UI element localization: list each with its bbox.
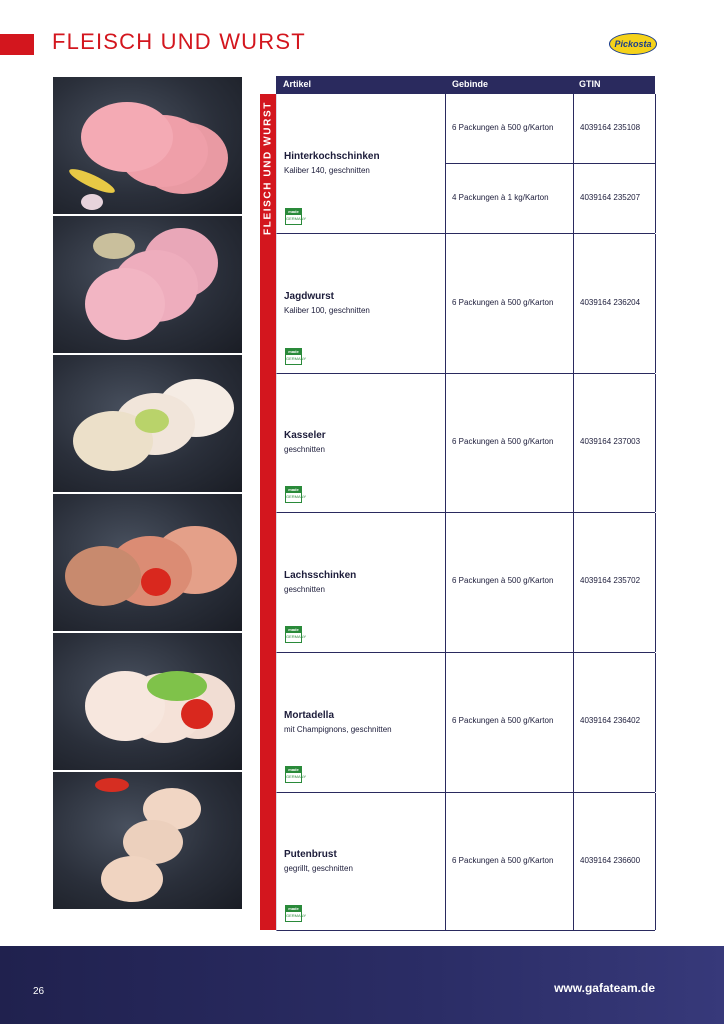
made-in-germany-badge bbox=[285, 348, 307, 365]
badge-line1: made bbox=[286, 906, 301, 912]
photo-lachsschinken bbox=[53, 494, 242, 631]
pepper bbox=[67, 165, 117, 197]
table-header bbox=[276, 76, 655, 94]
page-title: FLEISCH UND WURST bbox=[52, 29, 306, 54]
gebinde-text: 6 Packungen à 500 g/Karton bbox=[452, 716, 554, 725]
gebinde-cell bbox=[446, 234, 574, 373]
chili bbox=[95, 778, 129, 792]
product-name: Mortadella bbox=[284, 710, 335, 721]
artikel-cell bbox=[277, 793, 446, 930]
artikel-cell bbox=[277, 513, 446, 652]
gtin-cell bbox=[574, 793, 656, 930]
column-header-gebinde: Gebinde bbox=[452, 79, 489, 89]
badge-line1: made bbox=[286, 349, 301, 355]
gtin-text: 4039164 236402 bbox=[580, 716, 641, 725]
gtin-cell bbox=[574, 653, 656, 792]
product-description: gegrillt, geschnitten bbox=[284, 864, 353, 873]
badge-line2: GERMANY bbox=[286, 774, 307, 779]
product-table bbox=[276, 76, 655, 930]
tomato bbox=[181, 699, 213, 729]
gtin-cell bbox=[574, 374, 656, 512]
lettuce bbox=[147, 671, 207, 701]
product-description: geschnitten bbox=[284, 445, 325, 454]
product-description: geschnitten bbox=[284, 585, 325, 594]
product-name: Kasseler bbox=[284, 430, 326, 441]
made-in-germany-badge bbox=[285, 626, 307, 643]
badge-line1: made bbox=[286, 767, 301, 773]
gtin-cell bbox=[574, 234, 656, 373]
badge-line2: GERMANY bbox=[286, 494, 307, 499]
herb-garnish bbox=[135, 409, 169, 433]
website-link[interactable]: www.gafateam.de bbox=[554, 981, 655, 995]
made-in-germany-badge bbox=[285, 208, 307, 225]
column-header-artikel: Artikel bbox=[283, 79, 312, 89]
gtin-text: 4039164 236600 bbox=[580, 856, 641, 865]
product-description: Kaliber 140, geschnitten bbox=[284, 166, 370, 175]
gtin-cell bbox=[574, 94, 656, 164]
photo-hinterkochschinken bbox=[53, 77, 242, 214]
gebinde-text: 6 Packungen à 500 g/Karton bbox=[452, 123, 554, 132]
logo-text: Pickosta bbox=[614, 39, 652, 49]
badge-line2: GERMANY bbox=[286, 356, 307, 361]
header-accent-bar bbox=[0, 34, 34, 55]
turkey-slice bbox=[101, 856, 163, 902]
column-header-gtin: GTIN bbox=[579, 79, 601, 89]
made-in-germany-badge bbox=[285, 486, 307, 503]
mushroom bbox=[93, 233, 135, 259]
badge-line1: made bbox=[286, 209, 301, 215]
table-row bbox=[276, 234, 655, 374]
gebinde-cell bbox=[446, 94, 574, 164]
gtin-text: 4039164 235108 bbox=[580, 123, 641, 132]
gebinde-text: 4 Packungen à 1 kg/Karton bbox=[452, 193, 549, 202]
product-name: Lachsschinken bbox=[284, 570, 357, 581]
photo-putenbrust bbox=[53, 772, 242, 909]
gebinde-text: 6 Packungen à 500 g/Karton bbox=[452, 856, 554, 865]
badge-line2: GERMANY bbox=[286, 216, 307, 221]
badge-line1: made bbox=[286, 627, 301, 633]
badge-line2: GERMANY bbox=[286, 634, 307, 639]
pickosta-logo bbox=[609, 33, 657, 55]
table-row bbox=[276, 653, 655, 793]
made-in-germany-badge bbox=[285, 766, 307, 783]
table-row bbox=[276, 793, 655, 931]
gebinde-text: 6 Packungen à 500 g/Karton bbox=[452, 576, 554, 585]
product-name: Hinterkochschinken bbox=[284, 151, 380, 162]
page-number: 26 bbox=[33, 986, 45, 997]
badge-line1: made bbox=[286, 487, 301, 493]
lachsschinken-slice bbox=[65, 546, 141, 606]
gtin-cell bbox=[574, 513, 656, 652]
artikel-cell bbox=[277, 234, 446, 373]
photo-mortadella bbox=[53, 633, 242, 770]
badge-line2: GERMANY bbox=[286, 913, 307, 918]
ham-slice bbox=[81, 102, 173, 172]
artikel-cell bbox=[277, 653, 446, 792]
product-photo-column bbox=[53, 77, 242, 911]
gtin-text: 4039164 235702 bbox=[580, 576, 641, 585]
side-label: FLEISCH UND WURST bbox=[262, 101, 274, 235]
sausage-slice bbox=[85, 268, 165, 340]
product-description: mit Champignons, geschnitten bbox=[284, 725, 392, 734]
product-description: Kaliber 100, geschnitten bbox=[284, 306, 370, 315]
product-name: Putenbrust bbox=[284, 849, 337, 860]
gtin-text: 4039164 236204 bbox=[580, 298, 641, 307]
gebinde-cell bbox=[446, 513, 574, 652]
gtin-text: 4039164 237003 bbox=[580, 437, 641, 446]
tomato bbox=[141, 568, 171, 596]
photo-kasseler bbox=[53, 355, 242, 492]
artikel-cell bbox=[277, 374, 446, 512]
gebinde-cell bbox=[446, 164, 574, 233]
gebinde-cell bbox=[446, 653, 574, 792]
photo-jagdwurst bbox=[53, 216, 242, 353]
table-row bbox=[276, 513, 655, 653]
made-in-germany-badge bbox=[285, 905, 307, 922]
gebinde-cell bbox=[446, 374, 574, 512]
gtin-text: 4039164 235207 bbox=[580, 193, 641, 202]
artikel-cell bbox=[277, 94, 446, 233]
gebinde-cell bbox=[446, 793, 574, 930]
table-row bbox=[276, 374, 655, 513]
radish bbox=[81, 194, 103, 210]
gtin-cell bbox=[574, 164, 656, 233]
product-name: Jagdwurst bbox=[284, 291, 335, 302]
table-row bbox=[276, 94, 655, 234]
gebinde-text: 6 Packungen à 500 g/Karton bbox=[452, 437, 554, 446]
gebinde-text: 6 Packungen à 500 g/Karton bbox=[452, 298, 554, 307]
